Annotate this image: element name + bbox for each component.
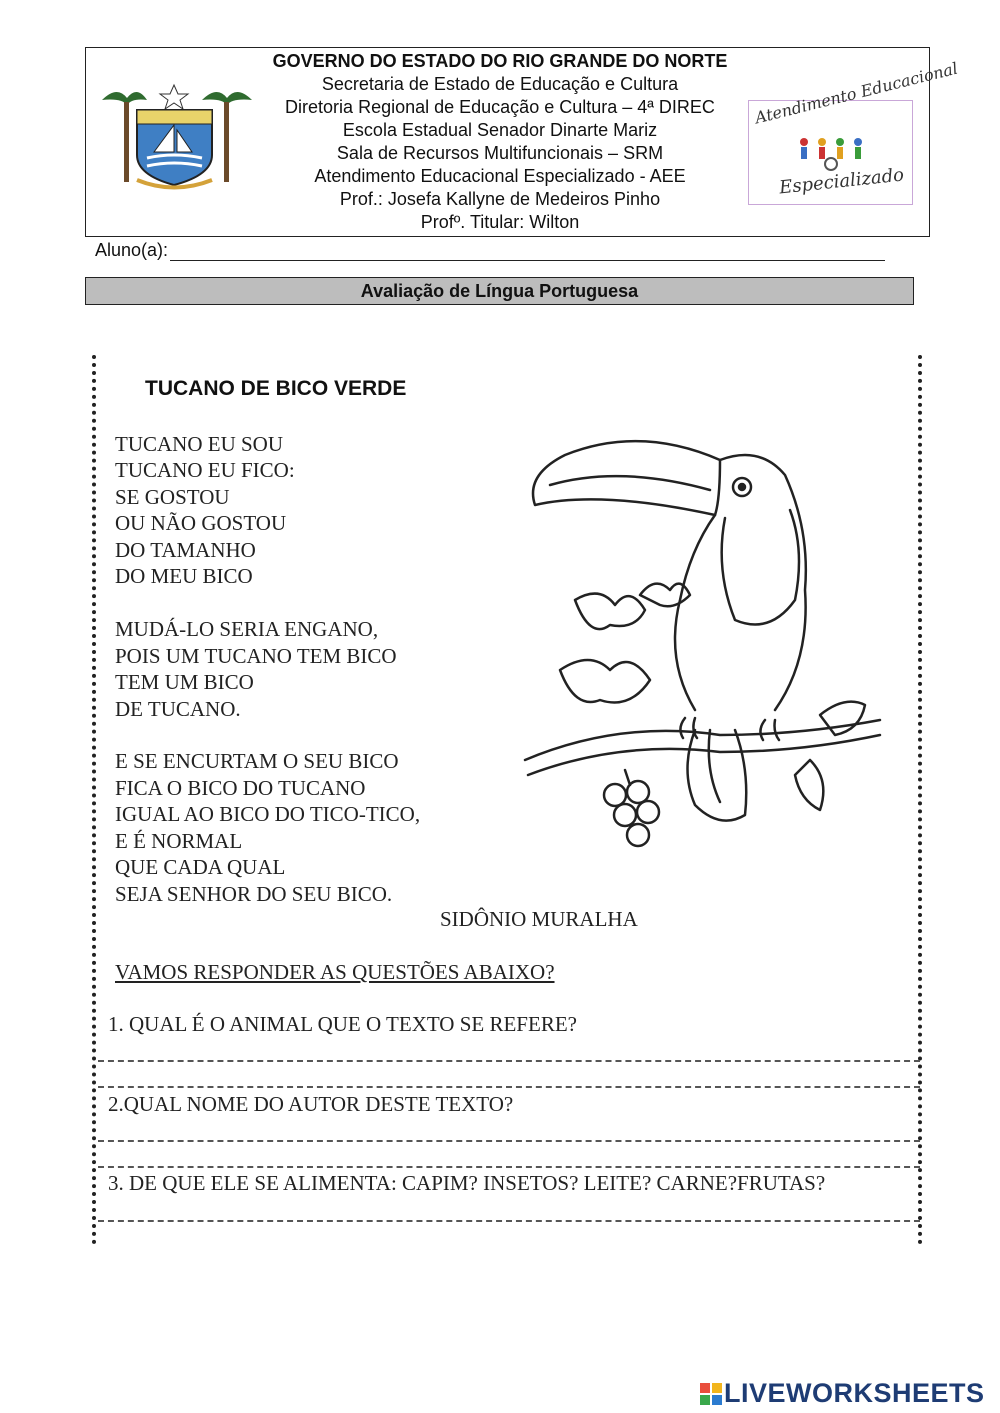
student-name-field[interactable] [95, 240, 885, 261]
questions-heading: VAMOS RESPONDER AS QUESTÕES ABAIXO? [115, 960, 555, 984]
answer-1-line-2 [98, 1086, 920, 1088]
answer-2-line-2 [98, 1166, 920, 1168]
poem-line: TEM UM BICO [115, 670, 254, 694]
poem-line: POIS UM TUCANO TEM BICO [115, 644, 397, 668]
answer-3-input[interactable] [100, 1196, 922, 1220]
header-directorate: Diretoria Regional de Educação e Cultura – 4ª DIREC [285, 97, 715, 117]
poem-line: SE GOSTOU [115, 485, 230, 509]
header-room: Sala de Recursos Multifuncionais – SRM [336, 143, 664, 163]
answer-1-line [98, 1060, 920, 1062]
header-school: Escola Estadual Senador Dinarte Mariz [342, 120, 658, 140]
question-2: 2.QUAL NOME DO AUTOR DESTE TEXTO? [108, 1092, 514, 1116]
liveworksheets-logo [700, 1378, 985, 1409]
poem-line: E É NORMAL [115, 829, 243, 853]
poem-line: DE TUCANO. [115, 697, 241, 721]
poem-line: SEJA SENHOR DO SEU BICO. [115, 882, 393, 906]
worksheet-border-left [92, 355, 96, 1245]
question-3: 3. DE QUE ELE SE ALIMENTA: CAPIM? INSETOS? LEITE? CARNE?FRUTAS? [108, 1171, 826, 1195]
answer-2-input[interactable] [100, 1116, 922, 1140]
poem-line: OU NÃO GOSTOU [115, 511, 287, 535]
poem-line: E SE ENCURTAM O SEU BICO [115, 749, 399, 773]
poem-line: MUDÁ-LO SERIA ENGANO, [115, 617, 379, 641]
poem-line: QUE CADA QUAL [115, 855, 286, 879]
student-name-line[interactable] [170, 243, 885, 261]
header-teacher: Prof.: Josefa Kallyne de Medeiros Pinho [339, 189, 661, 209]
poem-line: FICA O BICO DO TUCANO [115, 776, 366, 800]
header-text [230, 50, 770, 234]
poem-line: TUCANO EU FICO: [115, 458, 295, 482]
toucan-illustration [520, 430, 890, 860]
children-figures-icon [794, 136, 869, 171]
aee-logo-top-text: Atendimento Educacional [753, 58, 960, 128]
student-label: Aluno(a): [95, 240, 169, 260]
header-titular: Profº. Titular: Wilton [420, 212, 580, 232]
brand-name: LIVEWORKSHEETS [724, 1378, 985, 1408]
liveworksheets-mark-icon [700, 1383, 722, 1405]
poem-author: SIDÔNIO MURALHA [440, 907, 638, 931]
header-government: GOVERNO DO ESTADO DO RIO GRANDE DO NORTE [272, 51, 728, 71]
poem-line: IGUAL AO BICO DO TICO-TICO, [115, 802, 421, 826]
worksheet-border-right [918, 355, 922, 1245]
question-1: 1. QUAL É O ANIMAL QUE O TEXTO SE REFERE? [108, 1012, 577, 1036]
header-service: Atendimento Educacional Especializado - AEE [314, 166, 686, 186]
aee-logo [748, 58, 960, 205]
poem-line: DO TAMANHO [115, 538, 256, 562]
evaluation-title-bar: Avaliação de Língua Portuguesa [85, 277, 914, 305]
aee-logo-bottom-text: Especializado [778, 164, 905, 199]
header-secretariat: Secretaria de Estado de Educação e Cultura [321, 74, 679, 94]
answer-1-input[interactable] [100, 1036, 922, 1060]
answer-3-line [98, 1220, 920, 1222]
poem-line: DO MEU BICO [115, 564, 253, 588]
answer-2-line [98, 1140, 920, 1142]
poem-line: TUCANO EU SOU [115, 432, 283, 456]
worksheet-title: TUCANO DE BICO VERDE [145, 377, 407, 400]
